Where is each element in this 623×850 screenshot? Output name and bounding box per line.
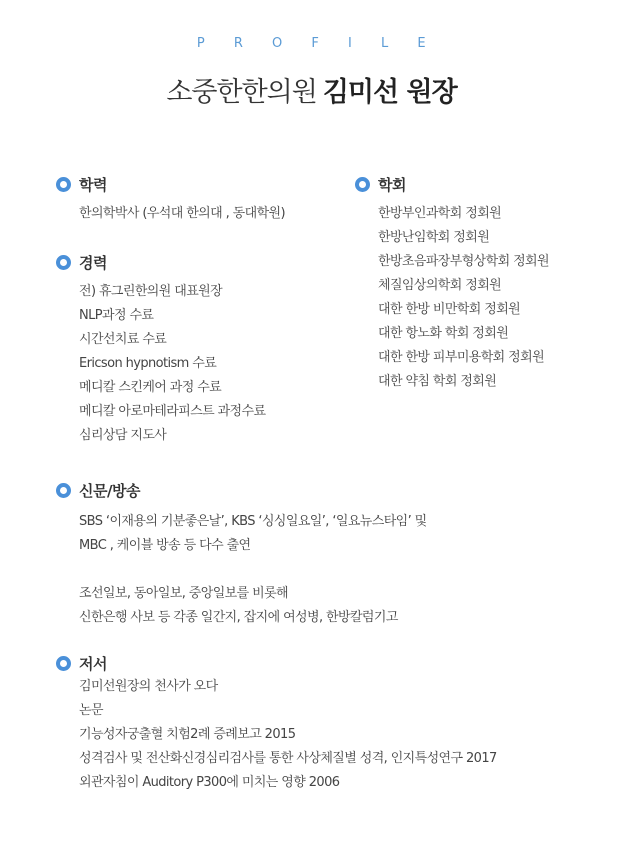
society-item: 대한 한방 비만학회 정회원 — [378, 302, 521, 317]
media-item: MBC , 케이블 방송 등 다수 출연 — [79, 538, 251, 553]
bullet-ring-icon — [56, 177, 71, 192]
career-item: 시간선치료 수료 — [79, 332, 167, 347]
education-header — [56, 174, 285, 194]
media-item: 신한은행 사보 등 각종 일간지, 잡지에 여성병, 한방칼럼기고 — [79, 610, 398, 625]
bullet-ring-icon — [56, 656, 71, 671]
doctor-name: 김미선 원장 — [322, 77, 457, 108]
society-item: 체질임상의학회 정회원 — [378, 278, 502, 293]
society-item: 대한 항노화 학회 정회원 — [378, 326, 509, 341]
societies-section — [355, 174, 549, 394]
bullet-ring-icon — [56, 255, 71, 270]
publication-item: 김미선원장의 천사가 오다 — [79, 679, 218, 694]
clinic-name: 소중한한의원 — [166, 77, 317, 108]
education-title: 학력 — [79, 175, 107, 194]
society-item: 한방부인과학회 정회원 — [378, 206, 502, 221]
media-list — [79, 510, 427, 630]
society-item: 대한 약침 학회 정회원 — [378, 374, 497, 389]
society-item: 한방초음파장부형상학회 정회원 — [378, 254, 549, 269]
education-list — [79, 202, 285, 226]
societies-title: 학회 — [378, 175, 406, 194]
career-item: 심리상담 지도사 — [79, 428, 167, 443]
career-item: 메디칼 아로마테라피스트 과정수료 — [79, 404, 266, 419]
publications-section — [56, 653, 497, 795]
publications-header — [56, 653, 497, 673]
bullet-ring-icon — [56, 483, 71, 498]
spacer — [79, 558, 427, 582]
media-title: 신문/방송 — [79, 481, 140, 500]
publications-title: 저서 — [79, 654, 107, 673]
education-item: 한의학박사 (우석대 한의대 , 동대학원) — [79, 206, 285, 221]
societies-header — [355, 174, 549, 194]
career-title: 경력 — [79, 253, 107, 272]
publication-item: 외관자침이 Auditory P300에 미치는 영향 2006 — [79, 775, 340, 790]
bullet-ring-icon — [355, 177, 370, 192]
publication-item: 기능성자궁출혈 치험2례 증례보고 2015 — [79, 727, 296, 742]
media-item: SBS ‘이재용의 기분좋은날’, KBS ‘싱싱일요일’, ‘일요뉴스타임’ 및 — [79, 514, 427, 529]
career-list — [79, 280, 265, 448]
career-item: 전) 휴그린한의원 대표원장 — [79, 284, 223, 299]
media-section — [56, 480, 427, 630]
societies-list — [378, 202, 549, 394]
society-item: 한방난임학회 정회원 — [378, 230, 490, 245]
career-header — [56, 252, 265, 272]
page-title — [0, 70, 623, 109]
publication-item: 성격검사 및 전산화신경심리검사를 통한 사상체질별 성격, 인지특성연구 2017 — [79, 751, 497, 766]
career-item: NLP과정 수료 — [79, 308, 154, 323]
career-item: Ericson hypnotism 수료 — [79, 356, 217, 371]
career-item: 메디칼 스킨케어 과정 수료 — [79, 380, 222, 395]
career-section — [56, 252, 265, 448]
profile-eyebrow: P R O F I L E — [196, 36, 439, 51]
publications-list — [79, 675, 497, 795]
society-item: 대한 한방 피부미용학회 정회원 — [378, 350, 545, 365]
education-section — [56, 174, 285, 226]
media-item: 조선일보, 동아일보, 중앙일보를 비롯해 — [79, 586, 288, 601]
media-header — [56, 480, 427, 500]
publication-item: 논문 — [79, 703, 103, 718]
